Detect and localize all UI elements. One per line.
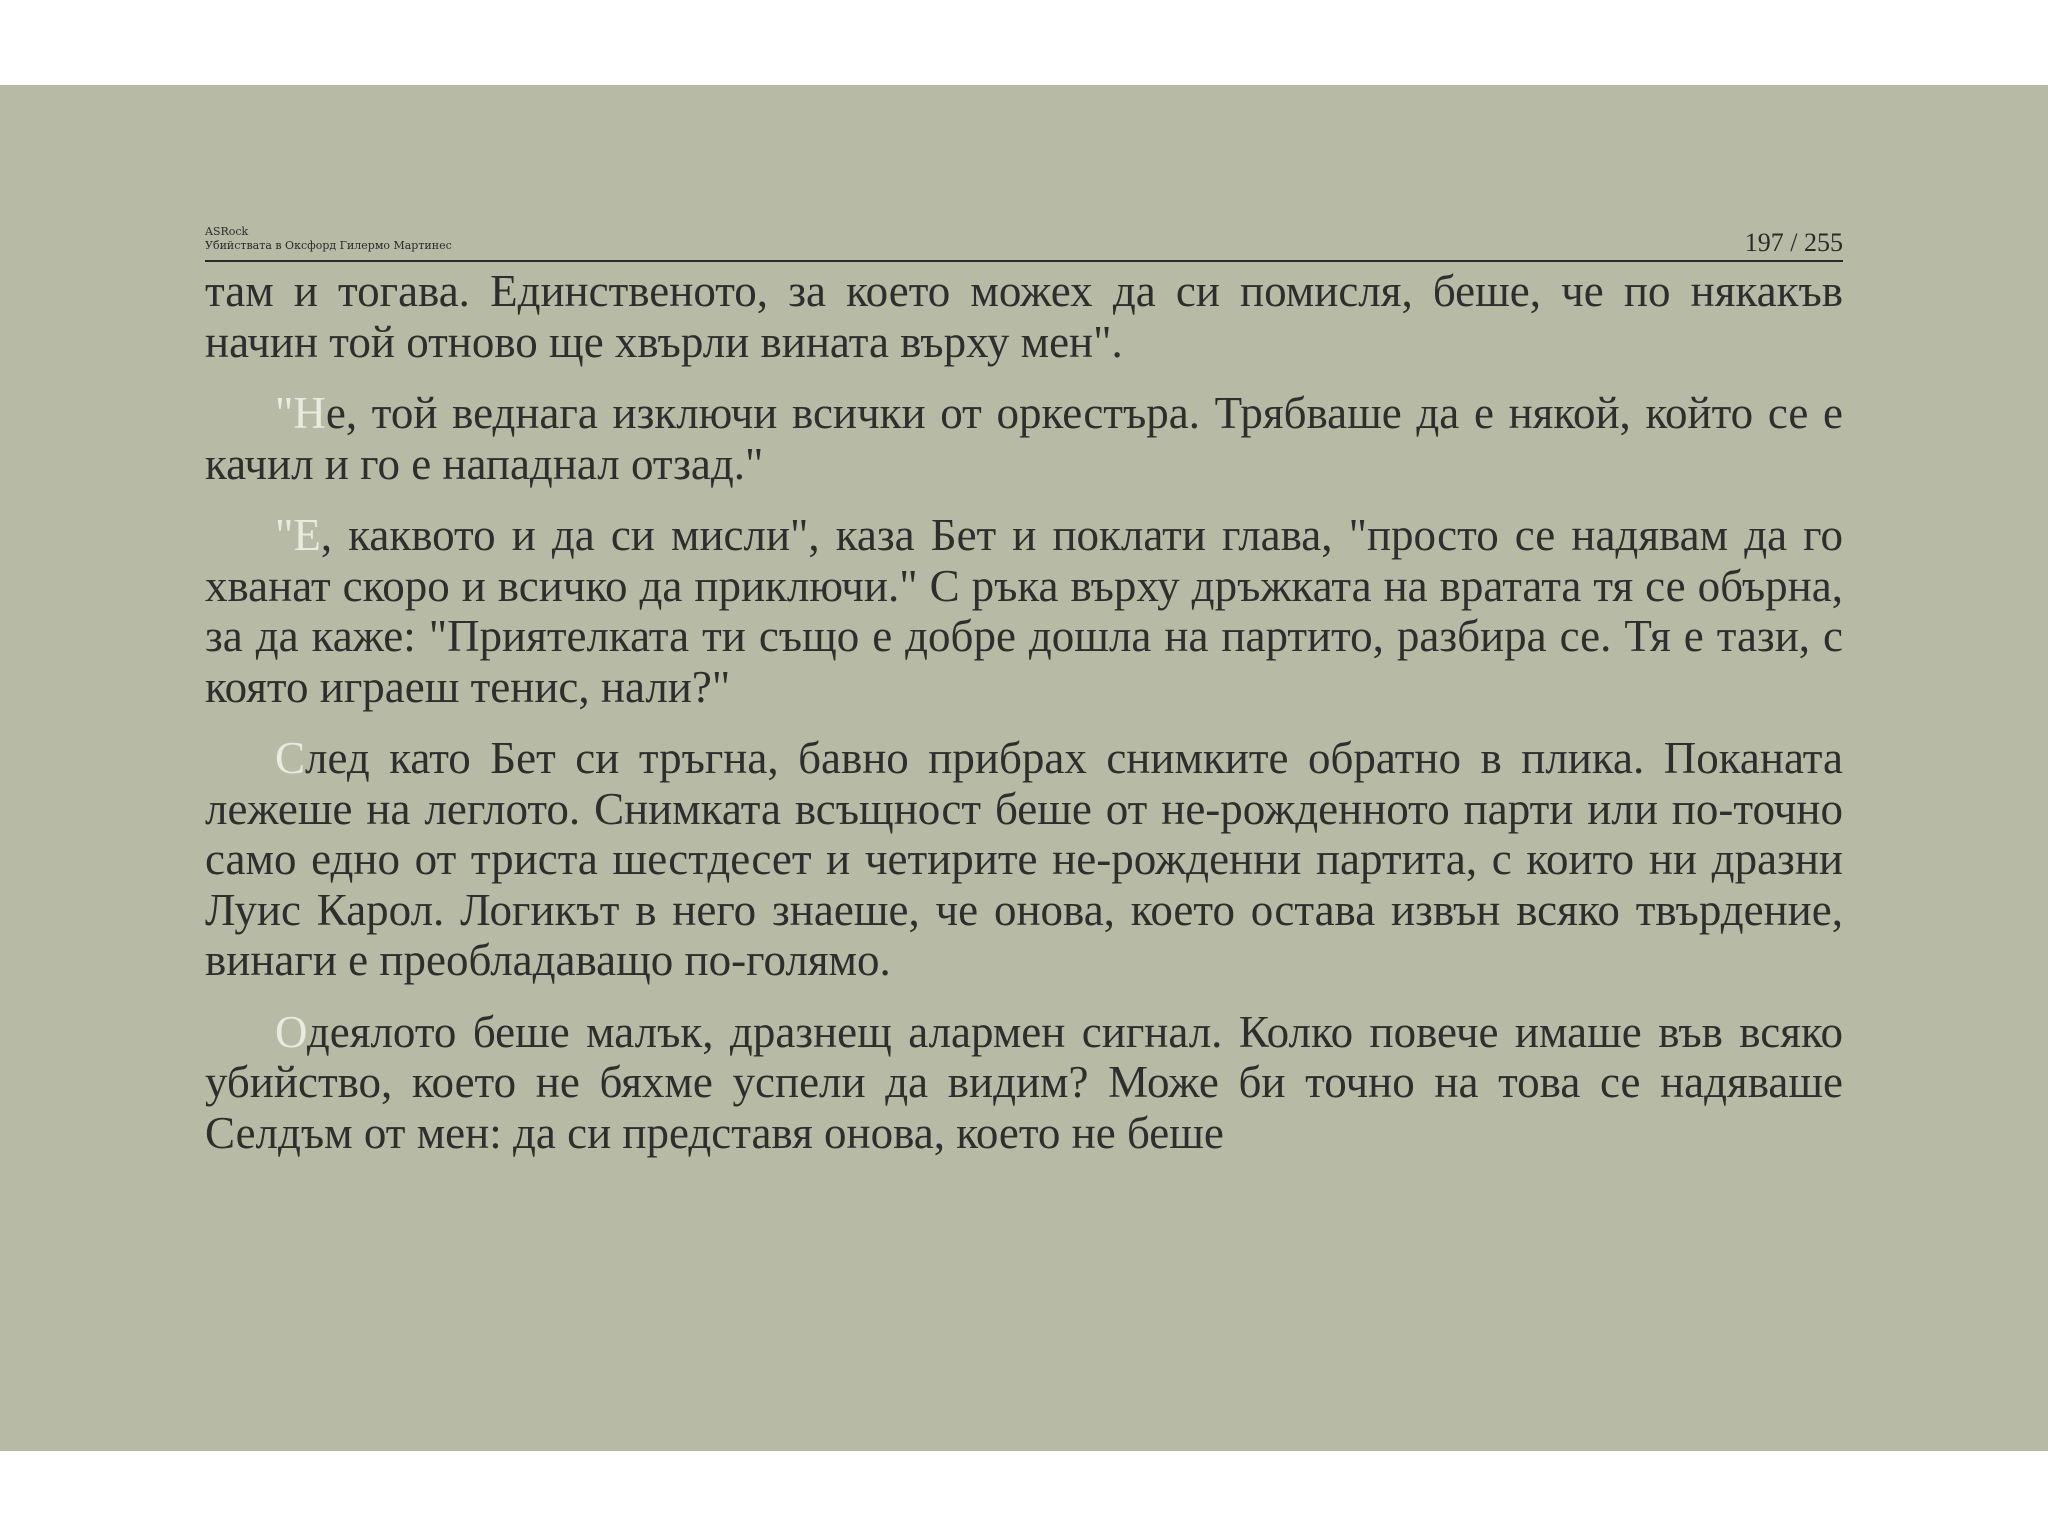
paragraph-text: деялото беше малък, дразнещ алармен сигнал. Колко повече имаше във всяко убийство, което не бяхме успели да видим? Може би точно на това се надяваше Селдъм от мен: да си представя онова, което не беше [205, 1006, 1843, 1158]
paragraph-4 [205, 733, 1843, 986]
paragraph-2 [205, 388, 1843, 489]
paragraph-text: , каквото и да си мисли", каза Бет и поклати глава, "просто се надявам да го хванат скоро и всичко да приключи." С ръка върху дръжката на вратата тя се обърна, за да каже: "Приятелката ти също е добре дошла на партито, разбира се. Тя е тази, с която играеш тенис, нали?" [205, 510, 1843, 712]
paragraph-5 [205, 1007, 1843, 1159]
page-counter: 197 / 255 [1744, 228, 1843, 257]
paragraph-3 [205, 510, 1843, 712]
paragraph-initial: С [275, 733, 306, 783]
book-text[interactable] [205, 266, 1843, 1179]
paragraph-text: лед като Бет си тръгна, бавно прибрах снимките обратно в плика. Поканата лежеше на леглото. Снимката всъщност беше от не-рожденното парти или по-точно само едно от триста шестдесет и четирите не-рожденни партита, с които ни дразни Луис Карол. Логикът в него знаеше, че онова, което остава извън всяко твърдение, винаги е преобладаващо по-голямо. [205, 733, 1843, 985]
paragraph-initial: "Н [275, 388, 326, 438]
paragraph-text: е, той веднага изключи всички от оркестъра. Трябваше да е някой, който се е качил и го е нападнал отзад." [205, 388, 1843, 489]
paragraph-initial: "Е [275, 510, 321, 560]
header-author: ASRock [205, 225, 249, 238]
header-book-info [205, 225, 452, 253]
header-book-title: Убийствата в Оксфорд Гилермо Мартинес [205, 239, 452, 252]
paragraph-text: там и тогава. Единственото, за което можех да си помисля, беше, че по някакъв начин той отново ще хвърли вината върху мен". [205, 266, 1843, 367]
paragraph-initial: О [275, 1006, 307, 1057]
paragraph-1 [205, 266, 1843, 367]
running-header [205, 138, 1843, 262]
